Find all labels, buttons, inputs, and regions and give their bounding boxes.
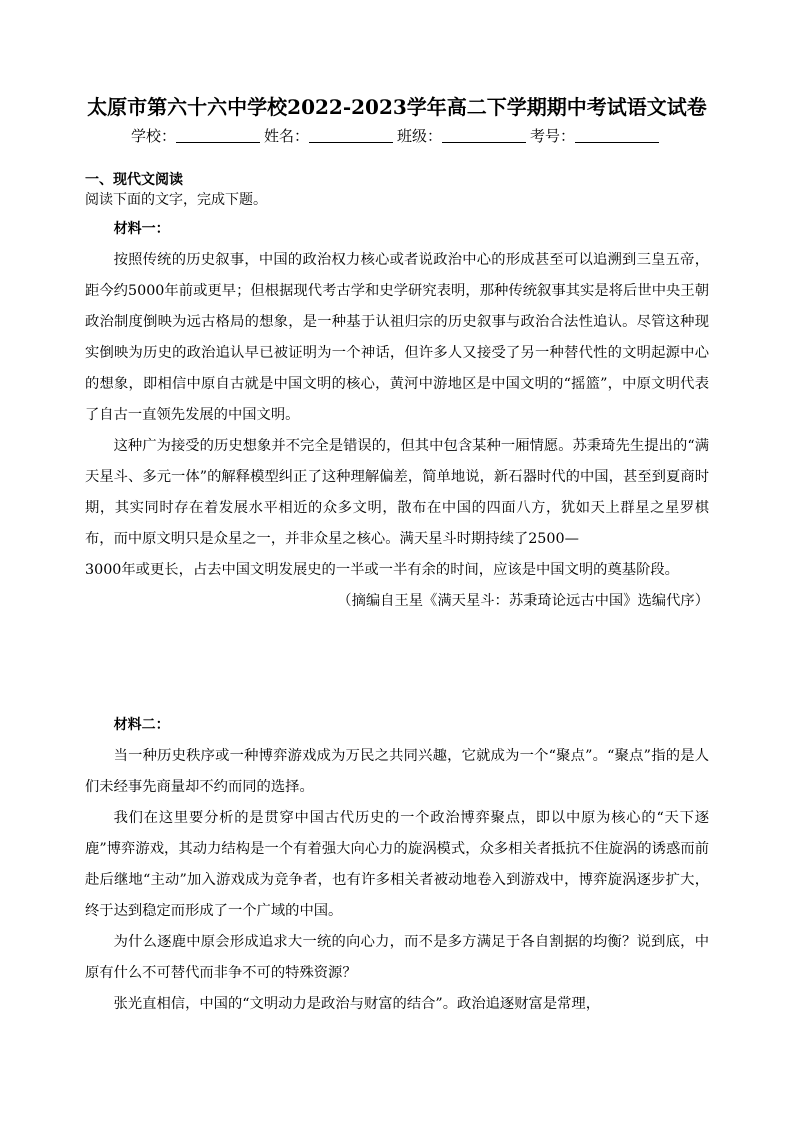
class-label: 班级： (397, 127, 443, 145)
material-one-paragraph-2: 这种广为接受的历史想象并不完全是错误的，但其中包含某种一厢情愿。苏秉琦先生提出的“满天星斗、多元一体”的解释模型纠正了这种理解偏差，简单地说，新石器时代的中国，甚至到夏商时期，其实同时存在着发展水平相近的众多文明，散布在中国的四面八方，犹如天上群星之星罗棋布，而中原文明只是众星之一，并非众星之核心。满天星斗时期持续了2500— (85, 438, 709, 547)
material-two-label: 材料二： (113, 717, 170, 733)
material-two-paragraph-1: 当一种历史秩序或一种博弈游戏成为万民之共同兴趣，它就成为一个“聚点”。“聚点”指的是人们未经事先商量却不约而同的选择。 (85, 748, 709, 795)
exam-number-label: 考号： (530, 127, 576, 145)
material-one-label: 材料一： (113, 221, 170, 237)
material-two-paragraph-2: 我们在这里要分析的是贯穿中国古代历史的一个政治博弈聚点，即以中原为核心的“天下逐鹿”博弈游戏，其动力结构是一个有着强大向心力的旋涡模式，众多相关者抵抗不住旋涡的诱惑而前赴后继地“主动”加入游戏成为竞争者，也有许多相关者被动地卷入到游戏中，博弈旋涡逐步扩大，终于达到稳定而形成了一个广域的中国。 (85, 810, 709, 919)
material-one-paragraph-2-continued: 3000年或更长，占去中国文明发展史的一半或一半有余的时间，应该是中国文明的奠基阶段。 (85, 562, 679, 578)
name-label: 姓名： (263, 127, 309, 145)
material-one-paragraph-1: 按照传统的历史叙事，中国的政治权力核心或者说政治中心的形成甚至可以追溯到三皇五帝，距今约5000年前或更早；但根据现代考古学和史学研究表明，那种传统叙事其实是将后世中央王朝政治制度倒映为远古格局的想象，是一种基于认祖归宗的历史叙事与政治合法性追认。尽管这种现实倒映为历史的政治追认早已被证明为一个神话，但许多人又接受了另一种替代性的文明起源中心的想象，即相信中原自古就是中国文明的核心，黄河中游地区是中国文明的“摇篮”，中原文明代表了自古一直领先发展的中国文明。 (85, 252, 709, 423)
class-blank[interactable] (442, 126, 526, 143)
exam-number-blank[interactable] (575, 126, 659, 143)
school-label: 学校： (130, 127, 176, 145)
school-blank[interactable] (176, 126, 260, 143)
material-two-paragraph-4: 张光直相信，中国的“文明动力是政治与财富的结合”。政治追逐财富是常理， (113, 996, 601, 1012)
section-heading: 一、现代文阅读 (85, 172, 183, 188)
student-info-line (0, 124, 794, 148)
material-one-source: （摘编自王星《满天星斗：苏秉琦论远古中国》选编代序） (337, 593, 709, 609)
name-blank[interactable] (309, 126, 393, 143)
exam-title: 太原市第六十六中学校2022-2023学年高二下学期期中考试语文试卷 (87, 95, 707, 119)
section-instruction: 阅读下面的文字，完成下题。 (85, 192, 267, 208)
material-two-paragraph-3: 为什么逐鹿中原会形成追求大一统的向心力，而不是多方满足于各自割据的均衡？说到底，中原有什么不可替代而非争不可的特殊资源？ (85, 934, 709, 981)
material-two (85, 710, 709, 1020)
material-one (85, 214, 709, 617)
